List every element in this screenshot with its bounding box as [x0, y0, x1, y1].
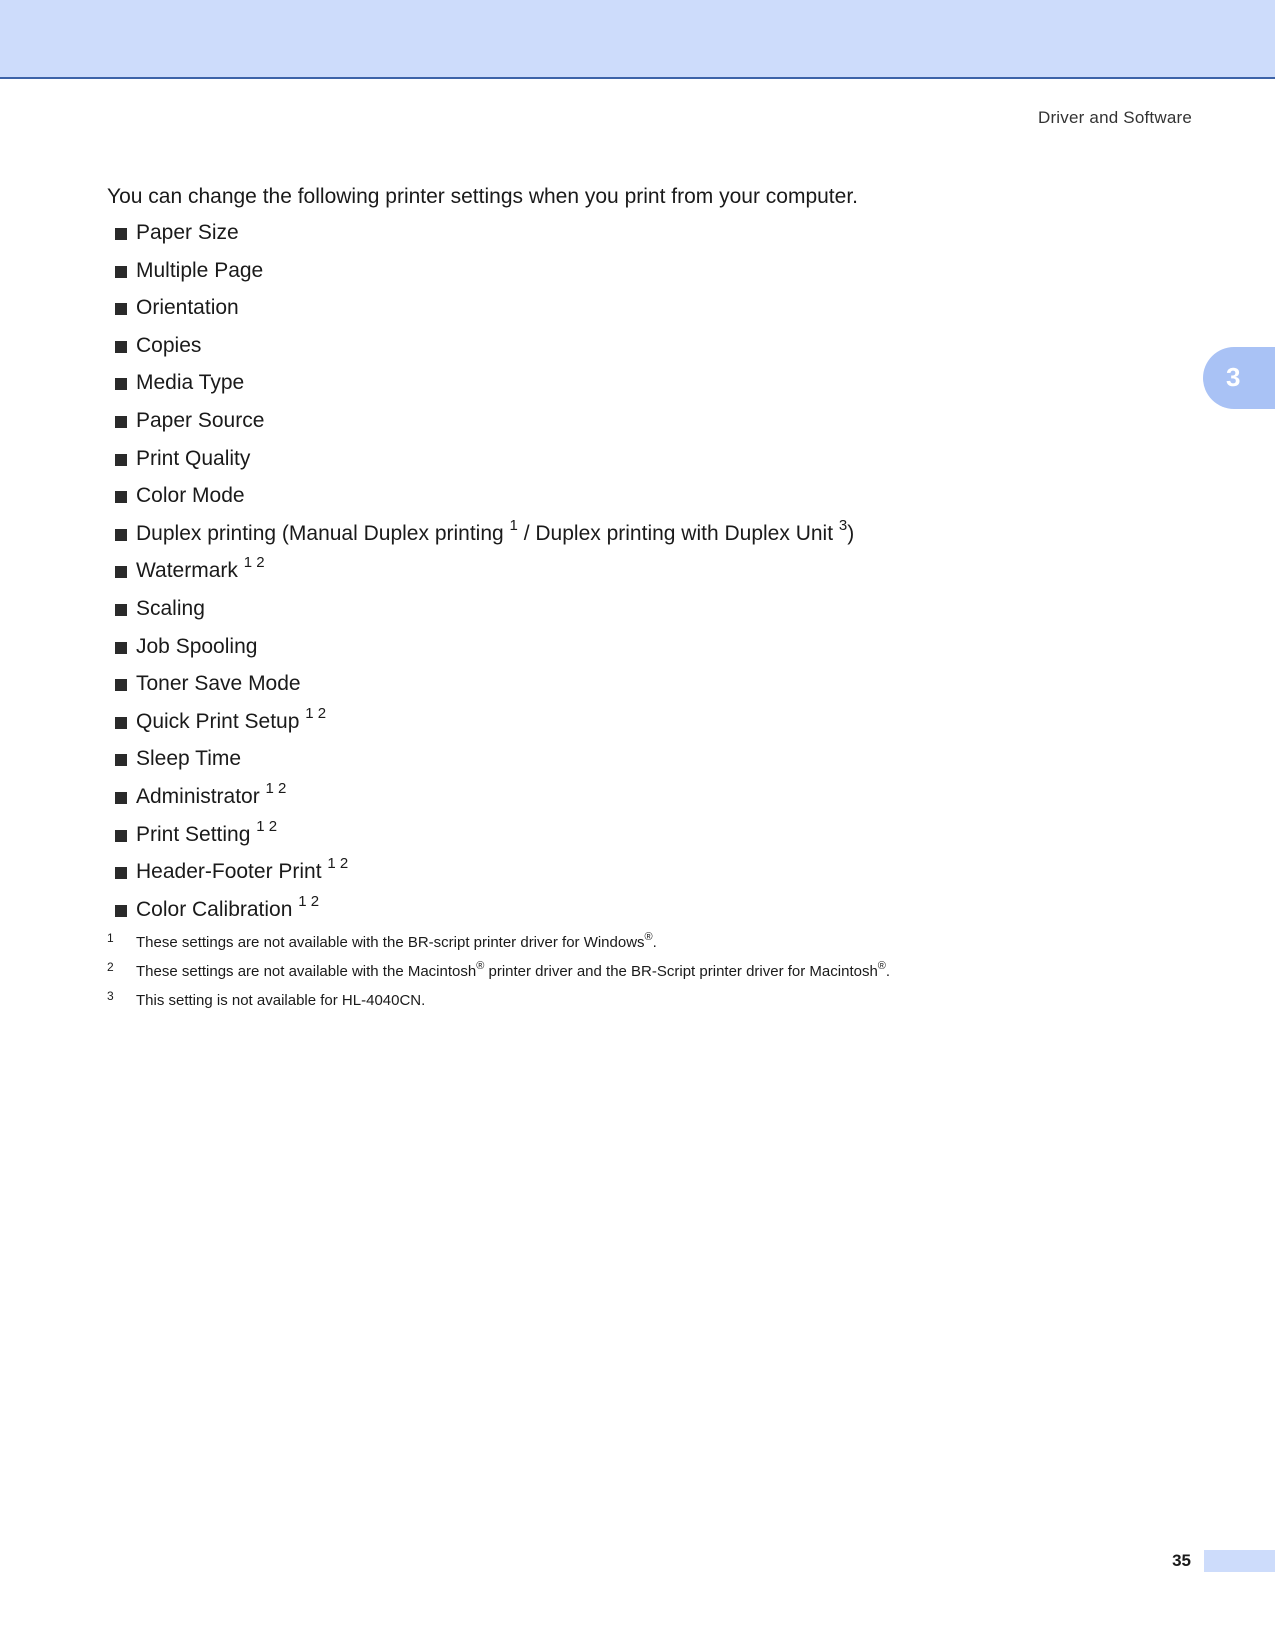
list-item-label: Paper Size: [136, 221, 239, 244]
footnote-reference: 1: [509, 516, 518, 534]
list-item: [107, 407, 1167, 435]
square-bullet-icon: [115, 491, 127, 503]
list-item-label: Multiple Page: [136, 258, 264, 282]
footnote-text: This setting is not available for HL-4040CN.: [136, 992, 426, 1010]
footnote-number: 1: [107, 931, 114, 946]
list-item: [107, 779, 1167, 811]
footnote-1: [107, 933, 1167, 952]
footnote-text: These settings are not available with the BR-script printer driver for Windows: [136, 934, 645, 952]
list-item: [107, 633, 1167, 661]
square-bullet-icon: [115, 266, 127, 278]
header-band: [0, 0, 1275, 79]
list-item: [107, 817, 1167, 849]
intro-paragraph: You can change the following printer settings when you print from your computer.: [107, 185, 858, 208]
registered-mark: ®: [644, 931, 653, 944]
list-item: [107, 595, 1167, 623]
list-item: [107, 369, 1167, 397]
list-item-label: Duplex printing (Manual Duplex printing: [136, 521, 504, 545]
list-item: [107, 257, 1167, 285]
footnote-reference: 1 2: [256, 817, 278, 835]
list-item-label: Watermark: [136, 559, 238, 583]
list-item-label: Color Mode: [136, 484, 245, 508]
square-bullet-icon: [115, 529, 127, 541]
footnote-reference: 1 2: [243, 554, 265, 572]
footnote-3: [107, 991, 1167, 1010]
list-item: [107, 704, 1167, 736]
square-bullet-icon: [115, 604, 127, 616]
list-item: [107, 219, 1167, 247]
square-bullet-icon: [115, 303, 127, 315]
footnote-number: 3: [107, 989, 114, 1004]
list-item: [107, 670, 1167, 698]
footnotes: [107, 933, 1167, 1010]
list-item-label: Copies: [136, 333, 202, 357]
footnote-reference: 1 2: [265, 779, 287, 797]
footnote-text-end: .: [885, 963, 891, 981]
square-bullet-icon: [115, 341, 127, 353]
list-item-label: Print Quality: [136, 446, 251, 470]
square-bullet-icon: [115, 717, 127, 729]
square-bullet-icon: [115, 416, 127, 428]
footnote-text-end: .: [652, 934, 657, 952]
footnote-2: [107, 962, 1167, 981]
list-item-label: Administrator: [136, 784, 260, 808]
chapter-tab: [1203, 347, 1275, 409]
footnote-number: 2: [107, 960, 114, 975]
running-header: Driver and Software: [1037, 108, 1192, 127]
registered-mark: ®: [476, 960, 485, 973]
square-bullet-icon: [115, 905, 127, 917]
list-item: [107, 482, 1167, 510]
list-item: [107, 745, 1167, 773]
square-bullet-icon: [115, 228, 127, 240]
list-item-label: Color Calibration: [136, 897, 293, 921]
square-bullet-icon: [115, 792, 127, 804]
list-item: [107, 294, 1167, 322]
square-bullet-icon: [115, 830, 127, 842]
list-item: [107, 516, 1167, 548]
page-number: 35: [1172, 1551, 1191, 1570]
footnote-text: These settings are not available with the Macintosh: [136, 963, 477, 981]
square-bullet-icon: [115, 867, 127, 879]
list-item-label: Scaling: [136, 596, 205, 620]
list-item: [107, 892, 1167, 924]
list-item-label: Toner Save Mode: [136, 672, 301, 696]
list-item-label: Quick Print Setup: [136, 709, 300, 733]
list-item: [107, 855, 1167, 886]
list-item: [107, 445, 1167, 473]
square-bullet-icon: [115, 378, 127, 390]
list-item-label: Media Type: [136, 371, 245, 395]
list-item-label-end: ): [847, 521, 855, 545]
footnote-reference: 1 2: [327, 855, 349, 873]
square-bullet-icon: [115, 566, 127, 578]
footnote-text-mid: printer driver and the BR-Script printer driver for Macintosh: [484, 963, 878, 981]
registered-mark: ®: [877, 960, 886, 973]
list-item-label-continued: / Duplex printing with Duplex Unit: [517, 521, 834, 545]
page-number-bar: [1204, 1550, 1275, 1572]
list-item: [107, 332, 1167, 360]
footnote-reference: 1 2: [298, 892, 320, 910]
list-item: [107, 554, 1167, 585]
list-item-label: Paper Source: [136, 408, 265, 432]
square-bullet-icon: [115, 454, 127, 466]
footnote-reference: 3: [838, 516, 848, 534]
list-item-label: Header-Footer Print: [136, 860, 322, 884]
footnote-reference: 1 2: [305, 704, 327, 722]
chapter-number: 3: [1226, 362, 1241, 392]
list-item-label: Sleep Time: [136, 747, 242, 771]
square-bullet-icon: [115, 754, 127, 766]
list-item-label: Job Spooling: [136, 634, 258, 658]
square-bullet-icon: [115, 679, 127, 691]
square-bullet-icon: [115, 642, 127, 654]
settings-list: [107, 219, 1167, 924]
list-item-label: Orientation: [136, 296, 239, 320]
main-content: [107, 183, 1167, 1020]
list-item-label: Print Setting: [136, 822, 251, 846]
